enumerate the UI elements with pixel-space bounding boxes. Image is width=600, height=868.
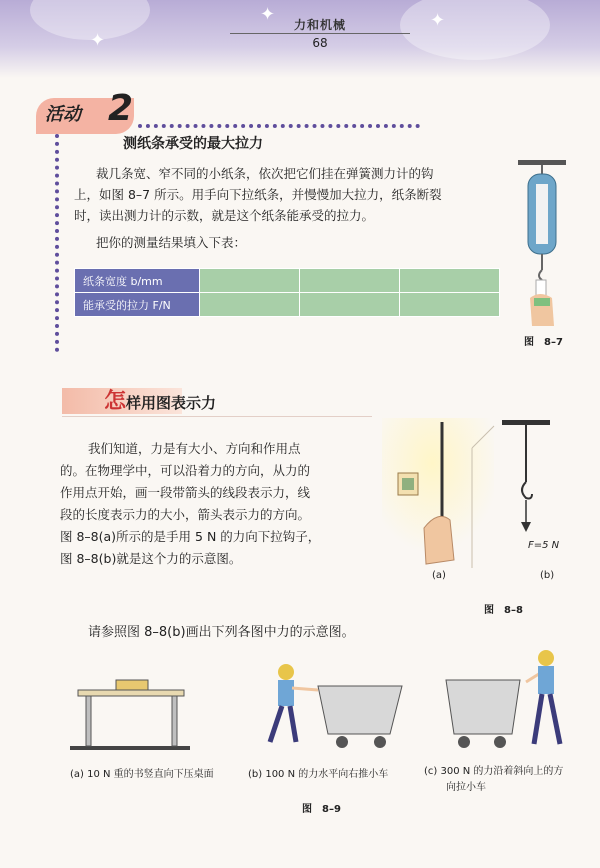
table-cell — [300, 293, 400, 317]
figure-caption: 图 8–7 — [524, 337, 563, 348]
subfigure-caption-c: (c) 300 N 的力沿着斜向上的方 — [424, 766, 564, 777]
dotted-border-left — [55, 134, 59, 352]
table-cell — [400, 293, 500, 317]
section-title: 样用图表示力 — [126, 394, 217, 412]
row-label: 能承受的拉力 F/N — [75, 293, 200, 317]
table-cell — [400, 269, 500, 293]
star-icon: ✦ — [90, 30, 106, 51]
table-row — [75, 269, 500, 293]
section-para-line: 的。在物理学中，可以沿着力的方向，从力的 — [60, 463, 311, 478]
activity-number: 2 — [108, 88, 134, 129]
table-cell — [200, 269, 300, 293]
star-icon: ✦ — [430, 10, 446, 31]
chapter-title: 力和机械 — [293, 18, 346, 32]
activity-para-line: 上，如图 8–7 所示。用手向下拉纸条，并慢慢加大拉力，纸条断裂 — [74, 187, 442, 202]
subfigure-caption-c2: 向拉小车 — [446, 782, 486, 793]
figure-caption: 图 8–8 — [484, 605, 523, 616]
subfigure-caption-b: (b) 100 N 的力水平向右推小车 — [248, 769, 389, 780]
header-rule — [230, 33, 410, 34]
subfigure-label-a: (a) — [432, 570, 446, 581]
section-para-line: 图 8–8(a)所示的是手用 5 N 的力向下拉钩子， — [60, 529, 321, 544]
page-number: 68 — [312, 36, 328, 50]
section-para-line: 图 8–8(b)就是这个力的示意图。 — [60, 551, 242, 566]
activity-instruction: 把你的测量结果填入下表： — [96, 235, 247, 250]
section-para-line: 我们知道，力是有大小、方向和作用点 — [88, 441, 301, 456]
figure-caption: 图 8–9 — [302, 804, 341, 815]
activity-para-line: 裁几条宽、窄不同的小纸条，依次把它们挂在弹簧测力计的钩 — [96, 166, 434, 181]
section-para-line: 作用点开始，画一段带箭头的线段表示力，线 — [60, 485, 311, 500]
subfigure-label-b: (b) — [540, 570, 555, 581]
activity-label: 活动 — [45, 104, 81, 125]
dotted-border-top — [138, 124, 420, 128]
section-para-line: 段的长度表示力的大小，箭头表示力的方向。 — [60, 507, 311, 522]
table-row — [75, 293, 500, 317]
subfigure-caption-a: (a) 10 N 重的书竖直向下压桌面 — [70, 769, 214, 780]
measurement-table — [74, 268, 500, 317]
exercise-illustrations — [60, 650, 590, 760]
table-cell — [300, 269, 400, 293]
table-cell — [200, 293, 300, 317]
section-rule — [62, 416, 372, 417]
row-label: 纸条宽度 b/mm — [75, 269, 200, 293]
exercise-instruction: 请参照图 8–8(b)画出下列各图中力的示意图。 — [88, 625, 355, 640]
force-label: F=5 N — [528, 540, 560, 551]
spring-scale-illustration — [512, 158, 572, 326]
activity-para-line: 时，读出测力计的示数，就是这个纸条能承受的拉力。 — [74, 208, 375, 223]
activity-title: 测纸条承受的最大拉力 — [123, 136, 263, 152]
star-icon: ✦ — [260, 4, 276, 25]
section-initial: 怎 — [104, 389, 127, 414]
